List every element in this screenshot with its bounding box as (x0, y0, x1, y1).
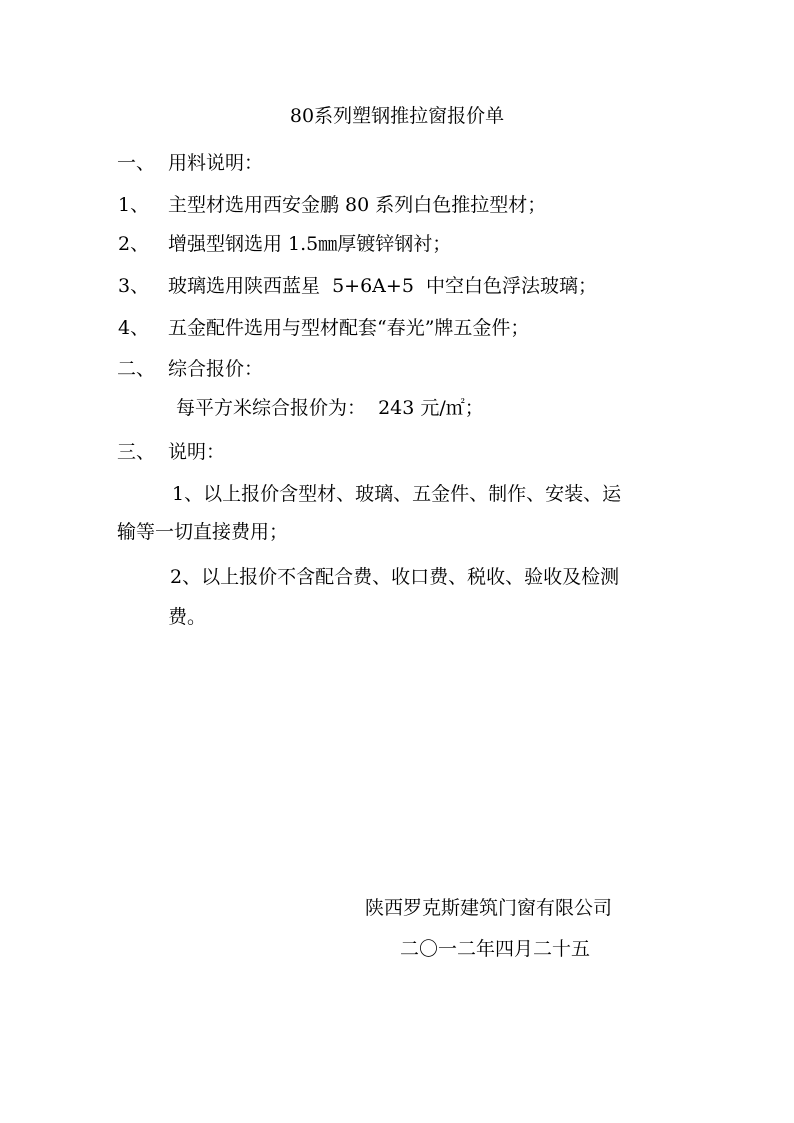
company-name: 陕西罗克斯建筑门窗有限公司 (365, 897, 613, 919)
material-item-3-number: 3、 (118, 275, 150, 297)
section-2-heading: 综合报价： (168, 358, 264, 380)
section-3-heading: 说明： (168, 441, 226, 463)
material-item-4-number: 4、 (118, 317, 150, 339)
price-per-square-meter: 每平方米综合报价为： 243 元/㎡； (176, 397, 484, 419)
section-1-number: 一、 (117, 152, 156, 174)
material-item-3-text: 玻璃选用陕西蓝星 5+6A+5 中空白色浮法玻璃； (168, 275, 597, 297)
document-date: 二〇一二年四月二十五 (400, 938, 591, 960)
section-1-heading: 用料说明： (168, 152, 264, 174)
note-1-line-1: 1、以上报价含型材、玻璃、五金件、制作、安装、运 (172, 483, 622, 505)
material-item-2-text: 增强型钢选用 1.5㎜厚镀锌钢衬； (168, 233, 452, 255)
section-3-number: 三、 (117, 441, 156, 463)
material-item-1-text: 主型材选用西安金鹏 80 系列白色推拉型材； (168, 194, 547, 216)
document-title: 80系列塑钢推拉窗报价单 (289, 105, 505, 127)
note-2-line-2: 费。 (168, 606, 207, 628)
note-1-line-2: 输等一切直接费用； (117, 521, 289, 543)
material-item-2-number: 2、 (118, 233, 150, 255)
note-2-line-1: 2、以上报价不含配合费、收口费、税收、验收及检测 (170, 566, 620, 588)
section-2-number: 二、 (117, 358, 156, 380)
material-item-4-text: 五金配件选用与型材配套“春光”牌五金件； (168, 317, 530, 339)
material-item-1-number: 1、 (118, 194, 150, 216)
